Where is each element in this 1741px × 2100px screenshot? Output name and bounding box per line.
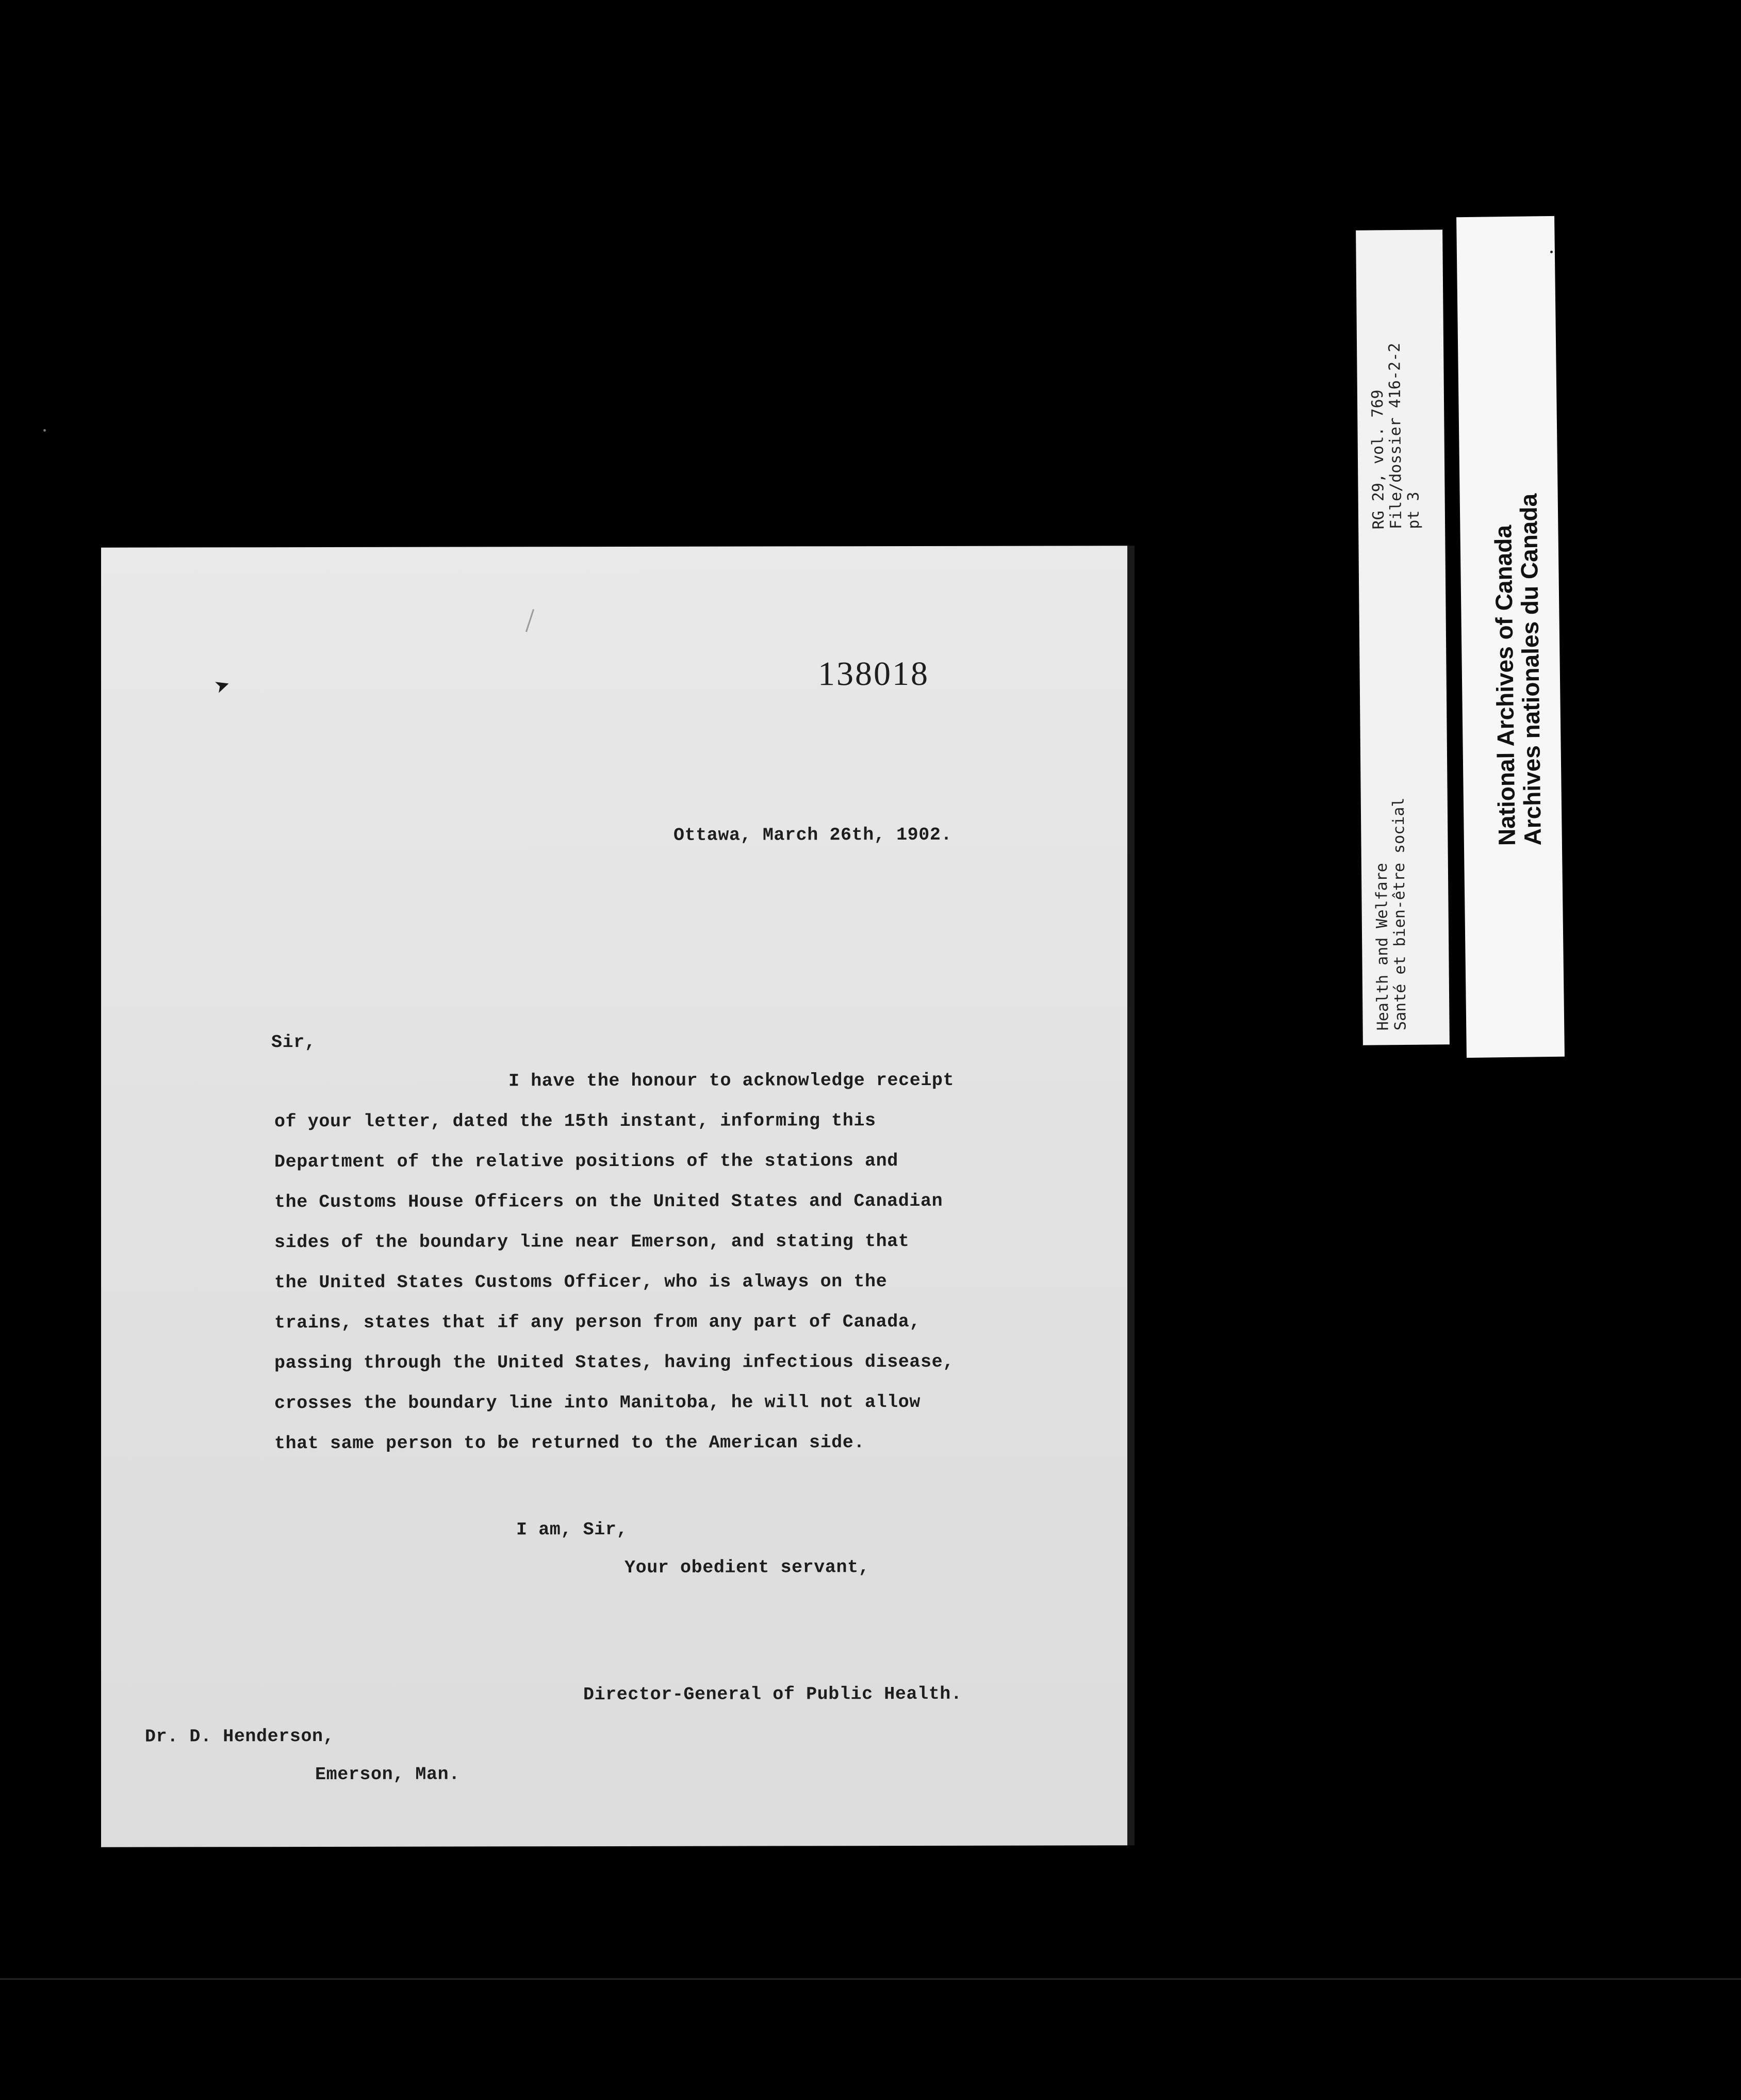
body-line: the Customs House Officers on the United States and Canadian — [274, 1190, 943, 1213]
body-line: crosses the boundary line into Manitoba, he will not allow — [274, 1391, 921, 1414]
file-number-stamp: 138018 — [818, 654, 929, 693]
reference-label — [1356, 229, 1450, 1045]
body-line: of your letter, dated the 15th instant, informing this — [274, 1110, 876, 1133]
scan-speck — [43, 429, 46, 432]
body-line: the United States Customs Officer, who is always on the — [274, 1271, 888, 1293]
paper-mark — [525, 609, 534, 632]
reference-line: pt 3 — [1404, 491, 1423, 529]
body-line: trains, states that if any person from any part of Canada, — [274, 1311, 921, 1334]
body-line: that same person to be returned to the American side. — [274, 1432, 865, 1454]
addressee-name: Dr. D. Henderson, — [145, 1726, 335, 1747]
signature-line: Director-General of Public Health. — [583, 1683, 962, 1705]
scan-edge — [0, 1978, 1741, 1980]
archive-label — [1456, 216, 1565, 1058]
date-line: Ottawa, March 26th, 1902. — [674, 824, 952, 846]
body-line: passing through the United States, having infectious disease, — [274, 1351, 954, 1374]
department-line: Health and Welfare — [1372, 863, 1392, 1031]
body-line: sides of the boundary line near Emerson, and stating that — [274, 1231, 910, 1253]
closing-line: Your obedient servant, — [625, 1557, 870, 1578]
archive-name: National Archives of Canada — [1489, 524, 1520, 846]
letter-paper — [101, 546, 1127, 1847]
department-line: Santé et bien-être social — [1389, 797, 1410, 1031]
addressee-place: Emerson, Man. — [315, 1764, 460, 1785]
salutation: Sir, — [271, 1032, 316, 1053]
body-line: Department of the relative positions of the stations and — [274, 1151, 898, 1173]
archive-name: Archives nationales du Canada — [1515, 493, 1546, 846]
arrow-mark-icon: ➤ — [211, 671, 236, 705]
reference-line: File/dossier 416-2-2 — [1386, 342, 1406, 530]
body-line: I have the honour to acknowledge receipt — [508, 1070, 955, 1092]
closing-line: I am, Sir, — [516, 1519, 628, 1540]
scan-speck — [1550, 251, 1553, 253]
reference-line: RG 29, vol. 769 — [1368, 389, 1388, 530]
